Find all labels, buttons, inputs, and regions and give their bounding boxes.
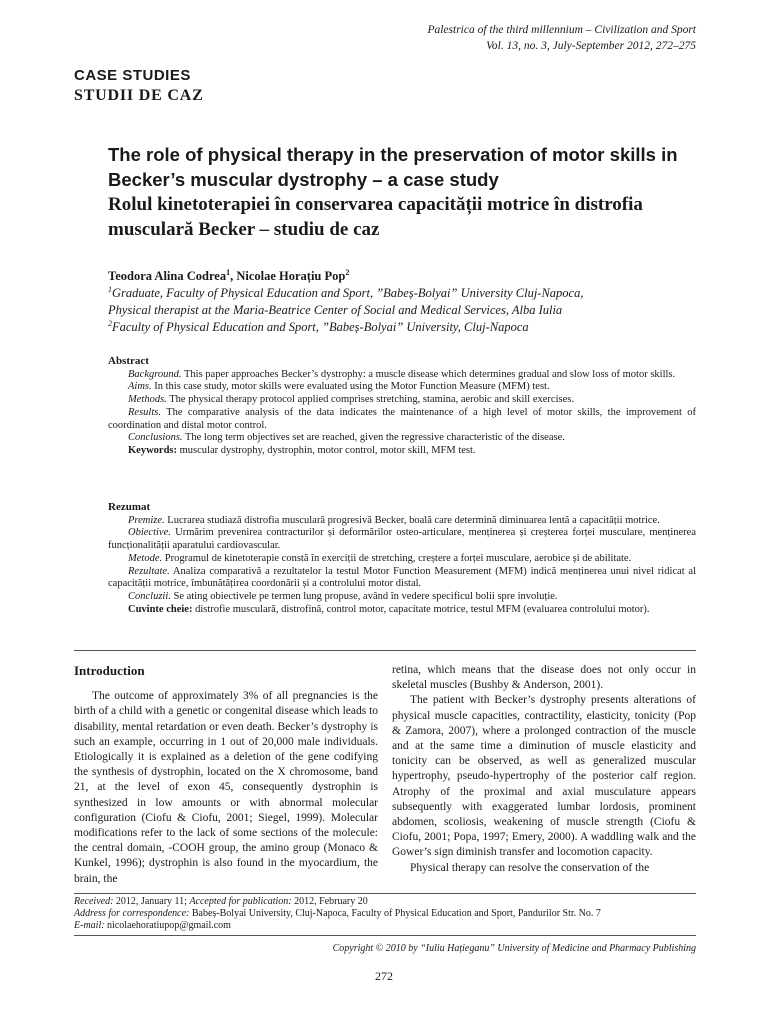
article-title-ro: Rolul kinetoterapiei în conservarea capacității motrice în distrofia musculară Becker – studiu de caz [108, 194, 643, 240]
abstract-conclusions: Conclusions. The long term objectives set are reached, given the regressive characteristic of the disease. [128, 432, 565, 444]
section-title-en: CASE STUDIES [74, 67, 191, 84]
affiliation-1-line1: Graduate, Faculty of Physical Education and Sport, ”Babeș-Bolyai” University Cluj-Napoca, [112, 286, 584, 300]
intro-paragraph-1-cont: retina, which means that the disease does not only occur in skeletal muscles (Bushby & Anderson, 2001). [392, 664, 696, 692]
author-1-sup: 1 [226, 267, 231, 277]
page-number: 272 [375, 969, 393, 983]
article-title-en: The role of physical therapy in the preservation of motor skills in Becker’s muscular dystrophy – a case study [108, 144, 678, 190]
affiliation-1 [108, 285, 708, 302]
authors-block [108, 268, 708, 336]
divider-footnote [74, 893, 696, 894]
affiliation-1-line2: Physical therapist at the Maria-Beatrice Center of Social and Medical Services, Alba Iulia [108, 303, 563, 317]
intro-heading: Introduction [74, 663, 145, 678]
affiliation-2 [108, 319, 708, 336]
footnote-block [74, 896, 704, 932]
abstract-background: Background. This paper approaches Becker’s dystrophy: a muscle disease which determines gradual and slow loss of motor skills. [128, 368, 676, 380]
intro-paragraph-3: Physical therapy can resolve the conservation of the [410, 861, 650, 874]
author-separator: , [230, 269, 237, 283]
author-1: Teodora Alina Codrea [108, 269, 227, 283]
rezumat-rezultate: Rezultate. Analiza comparativă a rezultatelor la testul Motor Function Measurement (MFM) indică menținerea unui nivel ridicat al capacității motrice, îmbunătățirea coordonării și a controlului motor distal. [108, 565, 696, 590]
affiliation-2-sup: 2 [108, 318, 112, 328]
rezumat-block [108, 501, 696, 616]
divider-top [74, 650, 696, 651]
footnote-email: E-mail: nicolaehoratiupop@gmail.com [74, 920, 231, 931]
article-title [108, 142, 708, 242]
section-heading [74, 66, 204, 106]
author-2-sup: 2 [345, 267, 350, 277]
intro-left-column [74, 663, 378, 887]
affiliation-1-sup: 1 [108, 284, 112, 294]
intro-right-column [392, 663, 696, 876]
journal-volume: Vol. 13, no. 3, July-September 2012, 272–275 [486, 40, 696, 52]
abstract-heading: Abstract [108, 355, 149, 367]
abstract-aims: Aims. In this case study, motor skills were evaluated using the Motor Function Measure (MFM) test. [128, 381, 550, 393]
rezumat-premize: Premize. Lucrarea studiază distrofia musculară progresivă Becker, boală care determină diminuarea lentă a capacității motrice. [128, 514, 660, 526]
abstract-keywords: Keywords: muscular dystrophy, dystrophin, motor control, motor skill, MFM test. [128, 444, 476, 456]
rezumat-concluzii: Concluzii. Se ating obiectivele pe termen lung propuse, având în vedere specificul bolii spre involuție. [128, 590, 558, 602]
author-2: Nicolae Horațiu Pop [236, 269, 346, 283]
divider-copyright [74, 935, 696, 936]
section-title-ro: STUDII DE CAZ [74, 87, 204, 104]
journal-name: Palestrica of the third millennium – Civilization and Sport [427, 24, 696, 36]
footnote-address: Address for correspondence: Babeș-Bolyai University, Cluj-Napoca, Faculty of Physical Education and Sport, Pandurilor Str. No. 7 [74, 908, 601, 919]
journal-header [427, 22, 696, 54]
copyright-line: Copyright © 2010 by “Iuliu Hațieganu” University of Medicine and Pharmacy Publishing [332, 943, 696, 954]
author-names [108, 268, 708, 285]
rezumat-keywords: Cuvinte cheie: distrofie musculară, distrofină, control motor, capacitate motrice, testul MFM (evaluarea controlului motor). [128, 603, 650, 615]
abstract-results: Results. The comparative analysis of the data indicates the maintenance of a high level of motor skills, the improvement of coordination and distal motor control. [108, 406, 696, 431]
intro-paragraph-1: The outcome of approximately 3% of all pregnancies is the birth of a child with a genetic or congenital disease which leads to disability, mental retardation or even death. Becker’s dystrophy is such an example, occurring in 1 out of 20,000 male individuals. Etiologically it is explained as a deletion of the gene codifying the synthesis of dystrophin, located on the X chromosome, band 21, at the level of exon 45, consequently dystrophin is synthesized in low amounts or with abnormal molecular configuration (Ciofu & Ciofu, 2001; Siegel, 1999). Molecular modifications refer to the lack of some sections of the molecule: the central domain, -COOH group, the amino group (Monaco & Kunkel, 1996); dystrophin is also found in the myocardium, the brain, the [74, 690, 379, 885]
affiliation-2-text: Faculty of Physical Education and Sport, ”Babeș-Bolyai” University, Cluj-Napoca [112, 320, 529, 334]
rezumat-metode: Metode. Programul de kinetoterapie constă în exerciții de stretching, creștere a forței musculare, aerobice și de abilitate. [128, 552, 632, 564]
intro-paragraph-2: The patient with Becker’s dystrophy presents alterations of physical muscle capacities, contractility, elasticity, tonicity (Pop & Zamora, 2007), where a prolonged contraction of the muscle and at the same time a diminution of muscle elasticity and tonicity can be observed, as well as generalized muscular hypertrophy, pseudo-hypertrophy of the posterior calf region. Atrophy of the proximal and axial musculature appears subsequently with exaggerated lumbar lordosis, prominent abdomen, scoliosis, weakening of muscle strength (Ciofu & Ciofu, 2001; Popa, 1997; Emery, 2000). A waddling walk and the Gower’s sign diminish transfer and locomotion capacity. [392, 694, 696, 859]
footnote-dates: Received: 2012, January 11; Accepted for publication: 2012, February 20 [74, 896, 368, 907]
rezumat-heading: Rezumat [108, 501, 151, 513]
rezumat-obiective: Obiective. Urmărim prevenirea contracturilor și deformărilor osteo-articulare, menținerea și creșterea forței musculare, menținerea funcționalității aparatului cardiovascular. [108, 527, 696, 552]
abstract-methods: Methods. The physical therapy protocol applied comprises stretching, stamina, aerobic and skill exercises. [128, 394, 574, 406]
abstract-block [108, 355, 696, 458]
